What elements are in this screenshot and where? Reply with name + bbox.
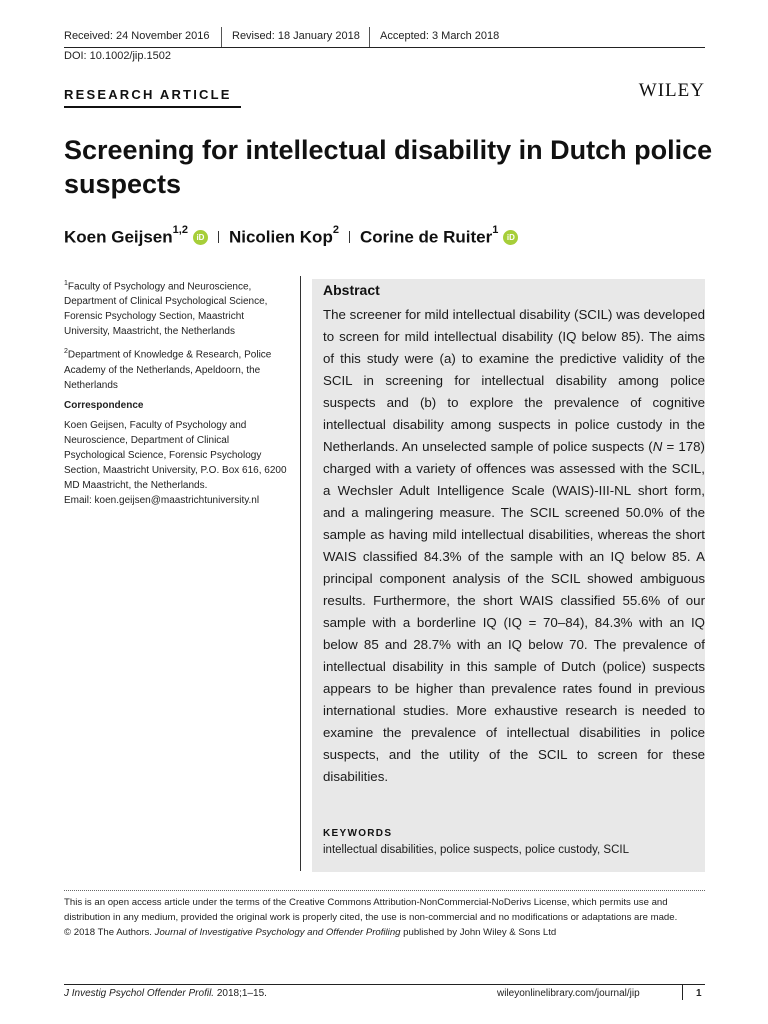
header-rule [64, 47, 705, 48]
section-underline [64, 106, 241, 108]
author-affiliation-sup: 1 [492, 224, 499, 236]
license-text: This is an open access article under the terms of the Creative Commons Attribution-NonCommercial-NoDerivs License, which permits use and distribution in any medium, provided the original work is properly cited, the use is non-commercial and no modifications or adaptations are made. [64, 897, 678, 923]
section-label: RESEARCH ARTICLE [64, 87, 232, 102]
footer-divider [682, 984, 683, 1000]
orcid-icon[interactable]: iD [193, 230, 208, 245]
abstract-text: The screener for mild intellectual disability (SCIL) was developed to screen for mild intellectual disability (IQ below 85). The aims of this study were (a) to examine the predictive validity of the SCIL in screening for intellectual disability among police suspects and (b) to explore the prevalence of cognitive intellectual disability among suspects in police custody in the Netherlands. An unselected sample of police suspects (N = 178) charged with a variety of offences was assessed with the SCIL, a Wechsler Adult Intelligence Scale (WAIS)-III-NL short form, and a malingering measure. The SCIL screened 50.0% of the sample as having mild intellectual disabilities, whereas the short WAIS classified 84.3% of the sample with an IQ below 85. A principal component analysis of the SCIL showed ambiguous results. Furthermore, the short WAIS classified 55.6% of our sample with a borderline IQ (IQ = 70–84), 84.3% with an IQ below 85 and 28.7% with an IQ below 70. The prevalence of intellectual disability in this sample of Dutch (police) suspects appears to be higher than prevalence rates found in previous international studies. More exhaustive research is needed to examine the prevalence of intellectual disabilities in police suspects, and the utility of the SCIL to screen for these disabilities. [323, 307, 705, 784]
footer-citation: J Investig Psychol Offender Profil. 2018;1–15. [64, 988, 267, 999]
doi[interactable]: DOI: 10.1002/jip.1502 [64, 50, 172, 62]
accepted-date: Accepted: 3 March 2018 [380, 30, 500, 42]
publisher-logo: WILEY [638, 80, 705, 101]
author-affiliation-sup: 2 [332, 224, 339, 236]
article-title: Screening for intellectual disability in Dutch police suspects [64, 135, 713, 199]
revised-date: Revised: 18 January 2018 [232, 30, 360, 42]
copyright-line: © 2018 The Authors. Journal of Investigative Psychology and Offender Profiling published by John Wiley & Sons Ltd [64, 927, 557, 938]
author-name[interactable]: Corine de Ruiter$^1$ [359, 224, 499, 247]
abstract-box [312, 279, 705, 872]
license-notice [64, 895, 705, 940]
author-name[interactable]: Nicolien Kop$^2$ [228, 224, 339, 247]
correspondence-heading: Correspondence [64, 399, 144, 411]
dotted-divider [64, 890, 705, 891]
orcid-icon[interactable]: iD [503, 230, 518, 245]
keywords-heading: KEYWORDS [323, 828, 393, 839]
affiliation: $^1$Faculty of Psychology and Neuroscience, Department of Clinical Psychological Science, Forensic Psychology Section, Maastricht University, Maastricht, the Netherlands [64, 280, 268, 338]
keywords-list: intellectual disabilities, police suspects, police custody, SCIL [323, 844, 629, 856]
received-date: Received: 24 November 2016 [64, 30, 210, 42]
author-affiliation-sup: 1,2 [172, 224, 188, 236]
footer-rule [64, 984, 705, 985]
divider [221, 27, 222, 47]
correspondence-email[interactable]: Email: koen.geijsen@maastrichtuniversity.nl [64, 494, 260, 506]
author-divider [349, 231, 350, 243]
abstract-heading: Abstract [323, 282, 380, 298]
column-divider [300, 276, 301, 871]
affiliations-column [64, 276, 292, 508]
page-number: 1 [696, 988, 702, 999]
author-list [64, 224, 518, 248]
correspondence-address: Koen Geijsen, Faculty of Psychology and Neuroscience, Department of Clinical Psychological Science, Forensic Psychology Section, Maastricht University, P.O. Box 616, 6200 MD Maastricht, the Netherlands. [64, 419, 287, 491]
article-dates [64, 27, 704, 47]
journal-url[interactable]: wileyonlinelibrary.com/journal/jip [497, 988, 640, 999]
author-name[interactable]: Koen Geijsen$^{1,2}$ [64, 224, 188, 247]
author-divider [218, 231, 219, 243]
affiliation: $^2$Department of Knowledge & Research, Police Academy of the Netherlands, Apeldoorn, the Netherlands [64, 348, 272, 391]
divider [369, 27, 370, 47]
